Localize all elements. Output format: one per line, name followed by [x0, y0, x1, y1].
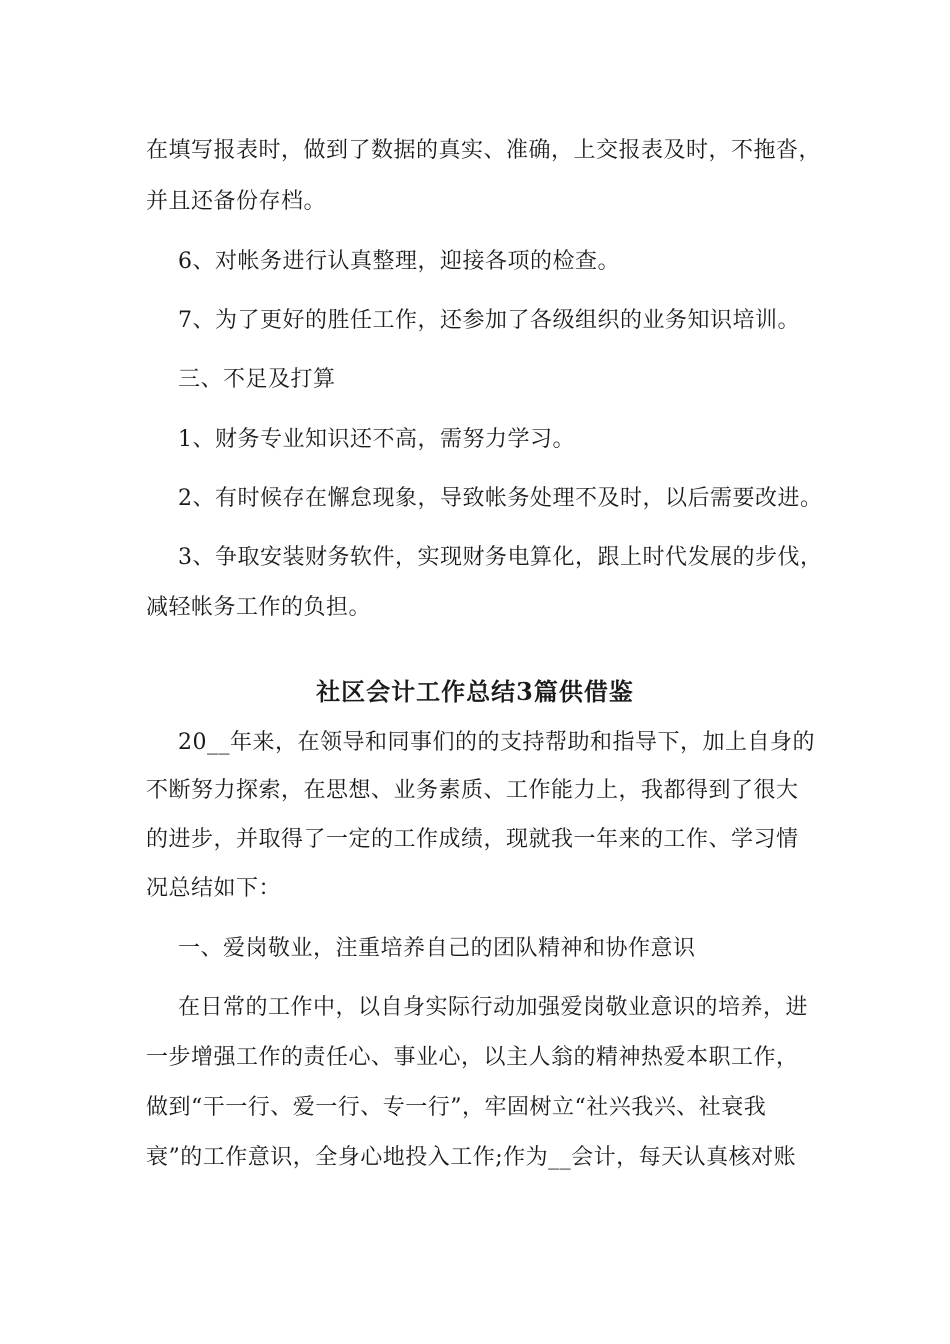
section1-line: 衰”的工作意识，全身心地投入工作;作为__会计，每天认真核对账 — [146, 1145, 797, 1170]
paragraph-line: 在填写报表时，做到了数据的真实、准确，上交报表及时，不拖沓， — [146, 138, 822, 163]
intro-line: 20__年来，在领导和同事们的的支持帮助和指导下，加上自身的 — [178, 730, 815, 755]
paragraph-line: 并且还备份存档。 — [146, 189, 327, 214]
document-heading: 社区会计工作总结3篇供借鉴 — [316, 677, 634, 706]
list-item-6: 6、对帐务进行认真整理，迎接各项的检查。 — [178, 249, 620, 274]
section-heading-1: 一、爱岗敬业，注重培养自己的团队精神和协作意识 — [178, 936, 696, 961]
section1-line: 一步增强工作的责任心、事业心，以主人翁的精神热爱本职工作， — [146, 1045, 799, 1070]
list-item-3: 3、争取安装财务软件，实现财务电算化，跟上时代发展的步伐， — [178, 545, 823, 570]
section-heading-3: 三、不足及打算 — [178, 367, 336, 392]
list-item-2: 2、有时候存在懈怠现象，导致帐务处理不及时，以后需要改进。 — [178, 486, 823, 511]
intro-line: 不断努力探索，在思想、业务素质、工作能力上，我都得到了很大 — [146, 778, 799, 803]
intro-line: 况总结如下： — [146, 876, 282, 901]
list-item-7: 7、为了更好的胜任工作，还参加了各级组织的业务知识培训。 — [178, 308, 800, 333]
intro-line: 的进步，并取得了一定的工作成绩，现就我一年来的工作、学习情 — [146, 827, 799, 852]
section1-line: 做到“干一行、爱一行、专一行”，牢固树立“社兴我兴、社衰我 — [146, 1095, 767, 1120]
list-item-1: 1、财务专业知识还不高，需努力学习。 — [178, 427, 575, 452]
section1-line: 在日常的工作中，以自身实际行动加强爱岗敬业意识的培养，进 — [178, 995, 809, 1020]
paragraph-line: 减轻帐务工作的负担。 — [146, 595, 372, 620]
